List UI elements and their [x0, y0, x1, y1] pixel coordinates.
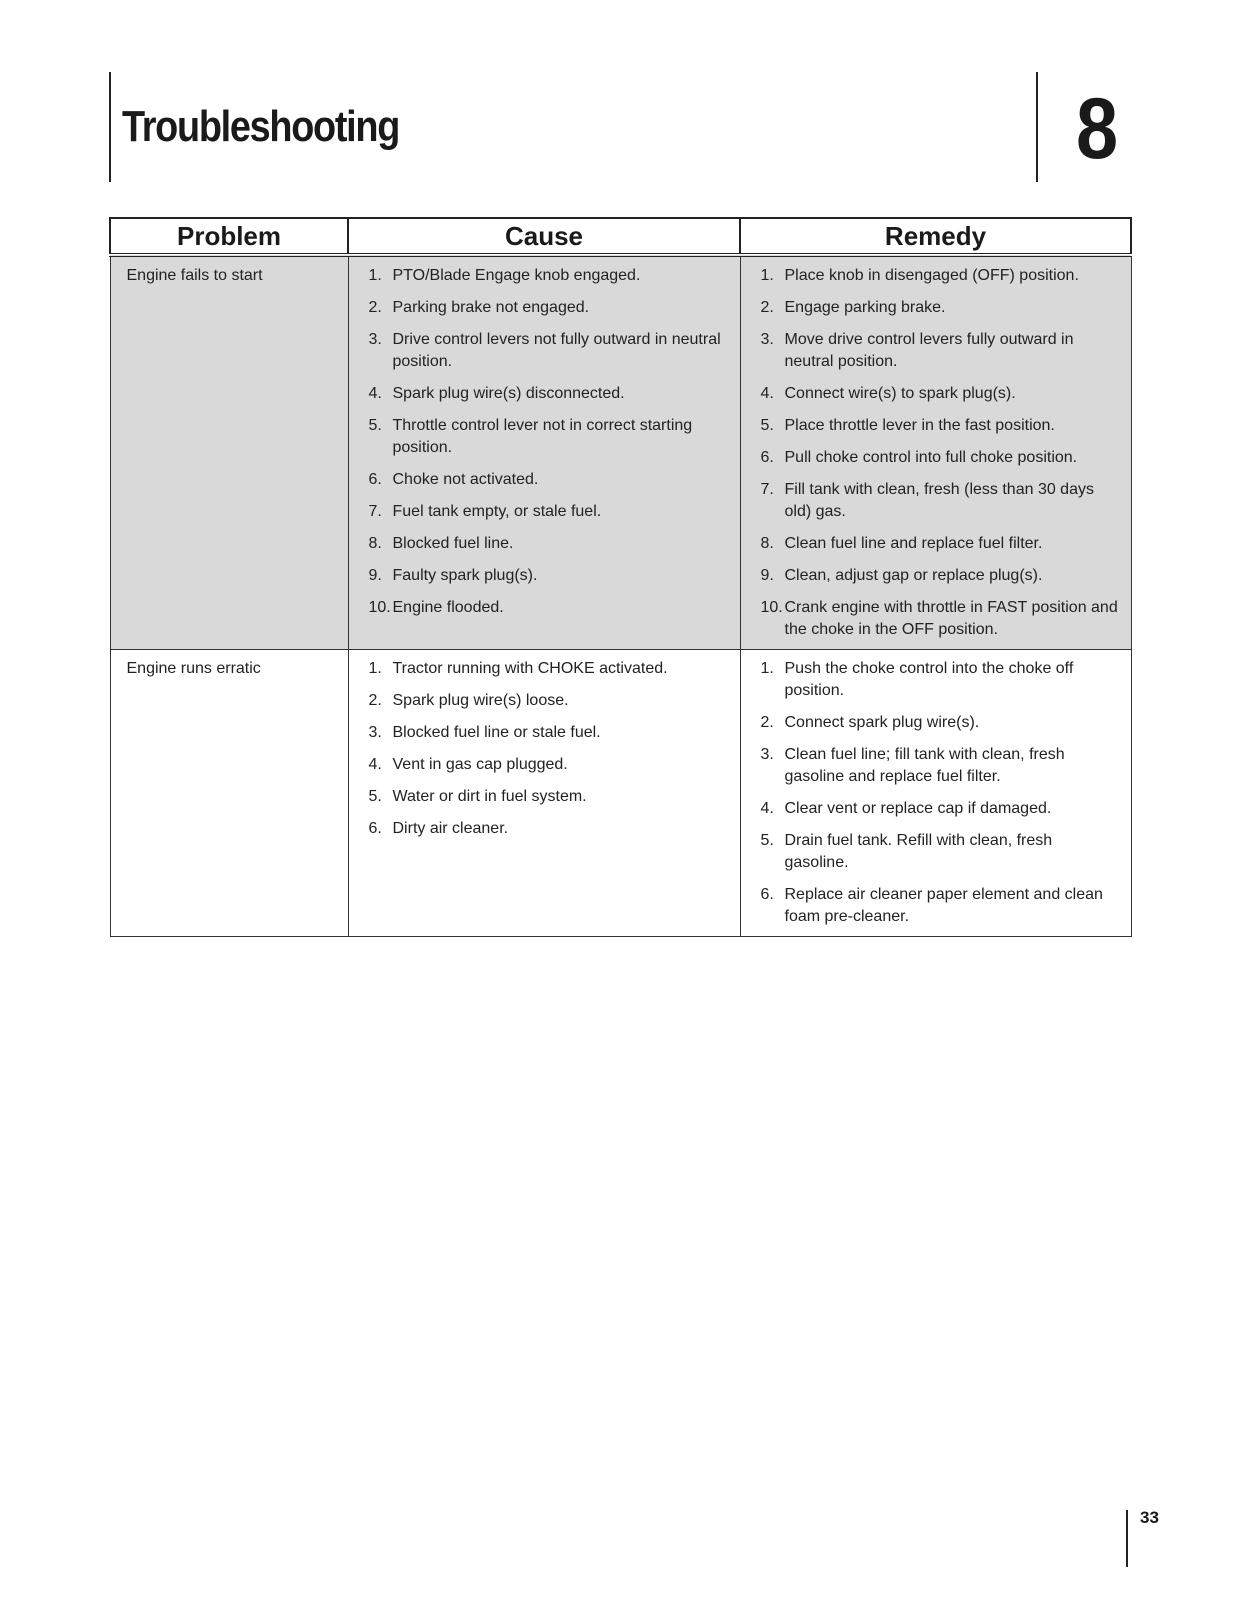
remedy-cell [740, 255, 1131, 650]
item-text: Move drive control levers fully outward in neutral position. [784, 331, 1074, 370]
item-text: Water or dirt in fuel system. [392, 788, 587, 805]
item-text: Tractor running with CHOKE activated. [392, 660, 668, 677]
item-text: Replace air cleaner paper element and clean foam pre-cleaner. [784, 886, 1103, 925]
list-item [761, 297, 1121, 319]
item-text: Vent in gas cap plugged. [392, 756, 568, 773]
item-text: Clean fuel line and replace fuel filter. [784, 535, 1043, 552]
list-item [761, 798, 1121, 820]
remedy-list [741, 257, 1131, 649]
list-item [369, 415, 730, 459]
item-text: Parking brake not engaged. [392, 299, 590, 316]
troubleshooting-table [109, 217, 1132, 937]
item-text: Push the choke control into the choke off position. [784, 660, 1074, 699]
item-number: 1. [368, 267, 382, 284]
item-number: 10. [760, 599, 783, 616]
list-item [369, 565, 730, 587]
list-item [761, 712, 1121, 734]
item-text: Throttle control lever not in correct starting position. [392, 417, 693, 456]
item-number: 1. [368, 660, 382, 677]
item-text: Connect spark plug wire(s). [784, 714, 980, 731]
chapter-number: 8 [1076, 81, 1119, 177]
list-item [369, 658, 730, 680]
item-text: Spark plug wire(s) disconnected. [392, 385, 625, 402]
list-item [761, 565, 1121, 587]
item-number: 2. [760, 714, 774, 731]
item-text: Engage parking brake. [784, 299, 946, 316]
list-item [369, 722, 730, 744]
item-text: Choke not activated. [392, 471, 539, 488]
list-item [369, 383, 730, 405]
item-number: 1. [760, 660, 774, 677]
item-number: 7. [368, 503, 382, 520]
item-text: Place knob in disengaged (OFF) position. [784, 267, 1079, 284]
list-item [369, 786, 730, 808]
item-number: 7. [760, 481, 774, 498]
item-number: 6. [368, 820, 382, 837]
item-number: 3. [760, 746, 774, 763]
problem-cell: Engine runs erratic [110, 650, 348, 937]
table-body [110, 255, 1131, 937]
item-number: 8. [760, 535, 774, 552]
item-text: PTO/Blade Engage knob engaged. [392, 267, 641, 284]
header-problem: Problem [110, 218, 348, 255]
remedy-list [741, 650, 1131, 936]
item-text: Crank engine with throttle in FAST position and the choke in the OFF position. [784, 599, 1118, 638]
item-number: 6. [760, 449, 774, 466]
item-number: 5. [368, 417, 382, 434]
list-item [369, 818, 730, 840]
item-number: 5. [368, 788, 382, 805]
list-item [761, 533, 1121, 555]
list-item [369, 597, 730, 619]
item-text: Fill tank with clean, fresh (less than 30 days old) gas. [784, 481, 1094, 520]
item-number: 4. [760, 800, 774, 817]
item-number: 8. [368, 535, 382, 552]
table-row [110, 650, 1131, 937]
item-number: 3. [760, 331, 774, 348]
item-text: Dirty air cleaner. [392, 820, 509, 837]
item-text: Blocked fuel line or stale fuel. [392, 724, 601, 741]
list-item [369, 501, 730, 523]
list-item [369, 533, 730, 555]
list-item [369, 754, 730, 776]
header-cause: Cause [348, 218, 740, 255]
item-text: Faulty spark plug(s). [392, 567, 538, 584]
problem-cell: Engine fails to start [110, 255, 348, 650]
table-header-row [110, 218, 1131, 255]
list-item [761, 830, 1121, 874]
item-number: 4. [368, 756, 382, 773]
item-number: 6. [760, 886, 774, 903]
list-item [369, 469, 730, 491]
item-text: Engine flooded. [392, 599, 504, 616]
item-number: 3. [368, 724, 382, 741]
item-text: Blocked fuel line. [392, 535, 514, 552]
cause-list [349, 650, 740, 848]
list-item [761, 479, 1121, 523]
item-number: 1. [760, 267, 774, 284]
header-remedy: Remedy [740, 218, 1131, 255]
cause-cell [348, 650, 740, 937]
list-item [761, 329, 1121, 373]
list-item [761, 383, 1121, 405]
item-text: Drive control levers not fully outward in neutral position. [392, 331, 721, 370]
item-number: 10. [368, 599, 391, 616]
item-number: 4. [368, 385, 382, 402]
item-text: Clean fuel line; fill tank with clean, fresh gasoline and replace fuel filter. [784, 746, 1065, 785]
header-left-rule [109, 72, 111, 182]
item-text: Place throttle lever in the fast position. [784, 417, 1055, 434]
page-title: Troubleshooting [122, 102, 400, 151]
cause-cell [348, 255, 740, 650]
table-row [110, 255, 1131, 650]
item-number: 3. [368, 331, 382, 348]
list-item [761, 884, 1121, 928]
item-text: Fuel tank empty, or stale fuel. [392, 503, 602, 520]
item-text: Clear vent or replace cap if damaged. [784, 800, 1052, 817]
item-number: 9. [368, 567, 382, 584]
item-number: 2. [760, 299, 774, 316]
item-number: 2. [368, 299, 382, 316]
list-item [369, 265, 730, 287]
list-item [369, 690, 730, 712]
cause-list [349, 257, 740, 627]
list-item [761, 744, 1121, 788]
item-number: 2. [368, 692, 382, 709]
item-text: Connect wire(s) to spark plug(s). [784, 385, 1016, 402]
footer-rule [1126, 1510, 1128, 1567]
item-text: Spark plug wire(s) loose. [392, 692, 569, 709]
item-text: Drain fuel tank. Refill with clean, fresh gasoline. [784, 832, 1053, 871]
page-number: 33 [1140, 1508, 1159, 1527]
item-number: 5. [760, 417, 774, 434]
list-item [761, 265, 1121, 287]
list-item [761, 415, 1121, 437]
list-item [761, 658, 1121, 702]
item-text: Clean, adjust gap or replace plug(s). [784, 567, 1043, 584]
item-number: 6. [368, 471, 382, 488]
item-number: 9. [760, 567, 774, 584]
item-number: 5. [760, 832, 774, 849]
remedy-cell [740, 650, 1131, 937]
item-text: Pull choke control into full choke position. [784, 449, 1078, 466]
header-right-rule [1036, 72, 1038, 182]
list-item [369, 329, 730, 373]
list-item [761, 597, 1121, 641]
list-item [761, 447, 1121, 469]
item-number: 4. [760, 385, 774, 402]
list-item [369, 297, 730, 319]
